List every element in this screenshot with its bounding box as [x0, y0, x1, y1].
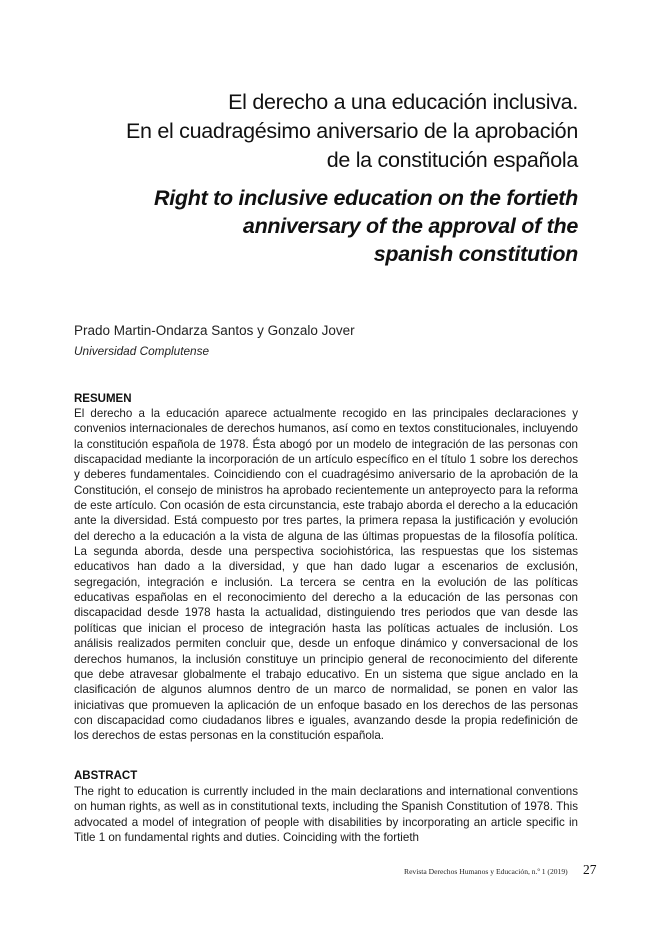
journal-footer: Revista Derechos Humanos y Educación, n.º 1 (2019) — [404, 867, 568, 876]
title-spanish-line: En el cuadragésimo aniversario de la aprobación — [125, 119, 578, 143]
abstract-heading: ABSTRACT — [74, 770, 138, 782]
authors: Prado Martin-Ondarza Santos y Gonzalo Jover — [74, 323, 355, 338]
abstract-text: The right to education is currently included in the main declarations and international conventions on human rights, as well as in constitutional texts, including the Spanish Constitution of 1978. This advocated a model of integration of people with disabilities by incorporating an article specific in Title 1 on fundamental rights and duties. Coinciding with the fortieth — [74, 785, 578, 845]
title-english-line: spanish constitution — [373, 242, 578, 266]
title-english-line: anniversary of the approval of the — [242, 214, 578, 238]
resumen-text: El derecho a la educación aparece actualmente recogido en las principales declaraciones y convenios internacionales de derechos humanos, así como en textos constitucionales, incluyendo la constitución española de 1978. Ésta abogó por un modelo de integración de las personas con discapacidad mediante la incorporación de un artículo específico en el título 1 sobre los derechos y deberes fundamentales. Coincidiendo con el cuadragésimo aniversario de la aprobación de la Constitución, el consejo de ministros ha aprobado recientemente un anteproyecto para la reforma de este artículo. Con ocasión de esta circunstancia, este trabajo aborda el derecho a la educación ante la diversidad. Está compuesto por tres partes, la primera repasa la justificación y evolución del derecho a la educación a la vista de alguna de las últimas propuestas de la filosofía política. La segunda aborda, desde una perspectiva sociohistórica, las respuestas que los sistemas educativos han dado a la diversidad, y que han dado lugar a escenarios de exclusión, segregación, integración e inclusión. La tercera se centra en la evolución de las políticas educativas españolas en el reconocimiento del derecho a la educación de las personas con discapacidad desde 1978 hasta la actualidad, distinguiendo tres periodos que van desde las políticas que inician el proceso de integración hasta las políticas actuales de inclusión. Los análisis realizados permiten concluir que, desde un enfoque dinámico y conversacional de los derechos humanos, la inclusión constituye un principio general de reconocimiento del diferente que debe atravesar globalmente el trabajo educativo. En un sistema que sigue anclado en la clasificación de algunos alumnos dentro de un marco de normalidad, se ponen en valor las iniciativas que promueven la aplicación de un enfoque basado en los derechos de las personas con discapacidad como ciudadanos libres e iguales, avanzando desde la propia redefinición de los derechos de estas personas en la constitución española. — [74, 407, 578, 743]
title-spanish-line: de la constitución española — [326, 148, 578, 172]
resumen-heading: RESUMEN — [74, 393, 132, 405]
affiliation: Universidad Complutense — [74, 344, 210, 358]
page-number: 27 — [583, 862, 597, 877]
title-spanish-line: El derecho a una educación inclusiva. — [228, 90, 578, 114]
title-english-line: Right to inclusive education on the fortieth — [154, 186, 578, 210]
title-spanish — [58, 88, 578, 175]
title-english — [58, 184, 578, 268]
